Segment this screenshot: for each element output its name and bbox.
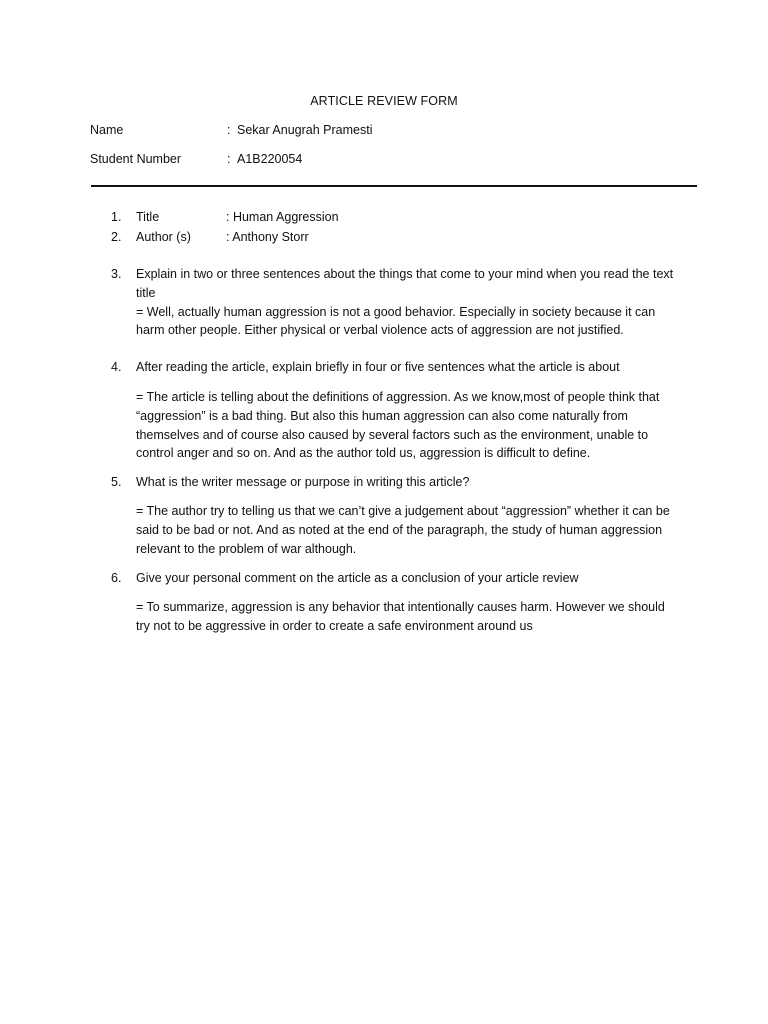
item-body <box>136 473 676 492</box>
item-body <box>136 265 676 340</box>
list-item-question-6 <box>111 569 681 588</box>
student-number-separator: : <box>227 152 231 166</box>
header-divider <box>91 185 697 187</box>
item-number: 5. <box>111 475 122 489</box>
question-text: After reading the article, explain briefly in four or five sentences what the article is about <box>136 360 620 374</box>
list-item-title <box>111 208 681 227</box>
item-number: 1. <box>111 210 122 224</box>
item-body <box>136 358 676 377</box>
list-item-question-3 <box>111 265 681 345</box>
form-title: ARTICLE REVIEW FORM <box>310 94 458 108</box>
list-item-question-4 <box>111 358 681 377</box>
item-value: : Human Aggression <box>226 210 339 224</box>
list-item-author <box>111 228 681 247</box>
item-label: Title <box>136 210 160 224</box>
student-number-value: A1B220054 <box>237 152 303 166</box>
item-number: 3. <box>111 267 122 281</box>
item-body <box>136 569 676 588</box>
question-text: Give your personal comment on the article as a conclusion of your article review <box>136 571 579 585</box>
list-item-question-5 <box>111 473 681 492</box>
name-value: Sekar Anugrah Pramesti <box>237 123 373 137</box>
item-label: Author (s) <box>136 230 191 244</box>
question-text: What is the writer message or purpose in writing this article? <box>136 475 470 489</box>
answer-text: = Well, actually human aggression is not a good behavior. Especially in society because it can harm other people. Either physical or verbal violence acts of aggression are not justified. <box>136 304 656 338</box>
answer-text: = The author try to telling us that we can’t give a judgement about “aggression” whether it can be said to be bad or not. And as noted at the end of the paragraph, the study of human aggression relevant to the problem of war although. <box>136 504 670 556</box>
item-value: : Anthony Storr <box>226 230 309 244</box>
answer-text: = The article is telling about the definitions of aggression. As we know,most of people think that “aggression” is a bad thing. But also this human aggression can also come naturally from themselves and of course also caused by several factors such as the environment, unable to control anger and so on. And as the author told us, aggression is difficult to define. <box>136 390 660 461</box>
item-number: 6. <box>111 571 122 585</box>
name-separator: : <box>227 123 231 137</box>
answer-text: = To summarize, aggression is any behavior that intentionally causes harm. However we should try not to be aggressive in order to create a safe environment around us <box>136 600 665 633</box>
question-text: Explain in two or three sentences about the things that come to your mind when you read the text title <box>136 267 674 300</box>
student-number-label: Student Number <box>90 152 182 166</box>
name-label: Name <box>90 123 124 137</box>
item-number: 4. <box>111 360 122 374</box>
item-number: 2. <box>111 230 122 244</box>
